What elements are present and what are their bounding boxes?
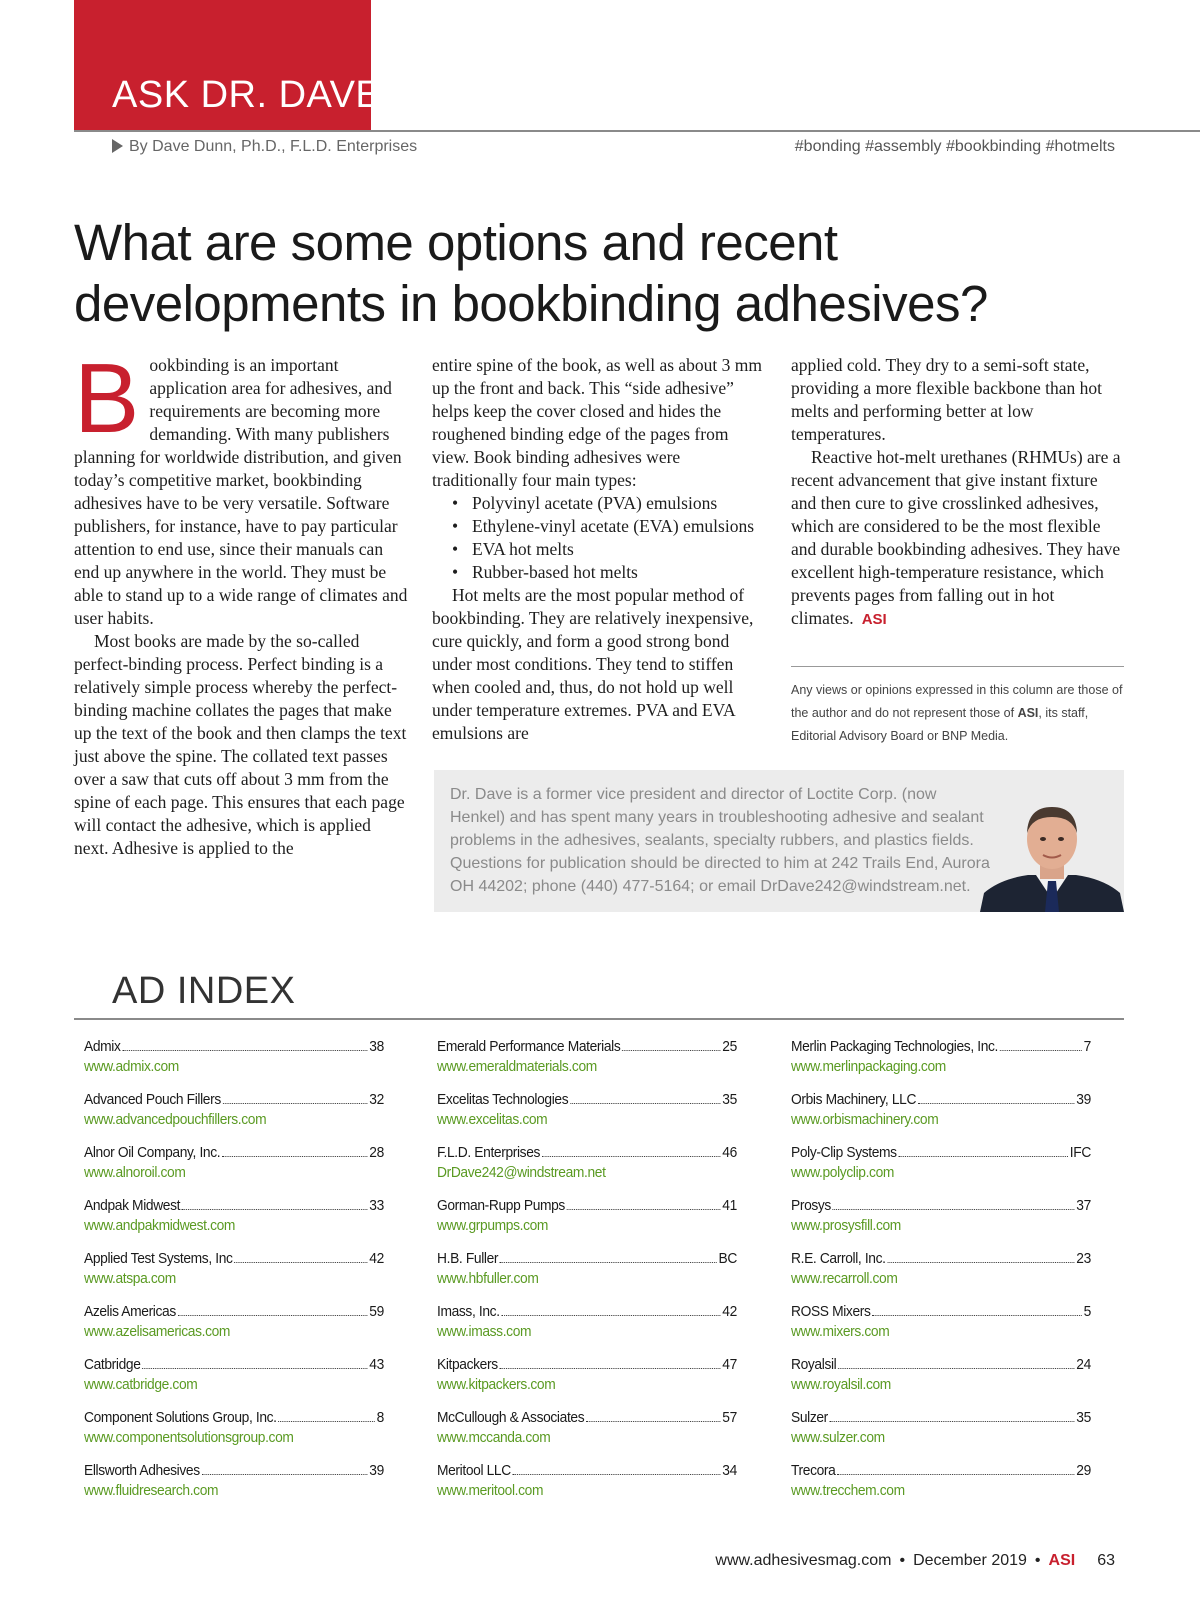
dot-leader (918, 1103, 1075, 1104)
disclaimer-text: Any views or opinions expressed in this column are those of the author and do not represent those of (791, 683, 1123, 720)
dot-leader (887, 1262, 1074, 1263)
advertiser-link[interactable]: www.imass.com (437, 1323, 532, 1340)
article-paragraph: Hot melts are the most popular method of bookbinding. They are relatively inexpensive, cure quickly, and form a good strong bond under most conditions. They tend to stiffen when cooled and, thus, do not hold up well under temperature extremes. PVA and EVA emulsions are (432, 585, 754, 743)
byline (112, 138, 417, 156)
ad-entry (791, 1091, 1091, 1144)
dot-leader (513, 1474, 721, 1475)
dot-leader (500, 1368, 721, 1369)
ad-entry (437, 1409, 737, 1462)
advertiser-page: 39 (369, 1462, 384, 1479)
advertiser-page: 35 (722, 1091, 737, 1108)
article-paragraph (74, 343, 409, 630)
advertiser-link[interactable]: www.azelisamericas.com (84, 1323, 231, 1340)
advertiser-name: Excelitas Technologies (437, 1091, 569, 1108)
dot-leader (586, 1421, 720, 1422)
advertiser-link[interactable]: www.merlinpackaging.com (791, 1058, 946, 1075)
advertiser-page: 59 (369, 1303, 384, 1320)
advertiser-page: 39 (1076, 1091, 1091, 1108)
advertiser-page: 37 (1076, 1197, 1091, 1214)
bullet-separator-icon: • (1034, 1552, 1041, 1569)
article-paragraph (791, 446, 1126, 631)
dot-leader (222, 1156, 367, 1157)
ad-entry (437, 1091, 737, 1144)
dot-leader (542, 1156, 721, 1157)
article-column-2 (432, 354, 767, 745)
end-mark: ASI (861, 611, 887, 628)
dot-leader (142, 1368, 367, 1369)
list-item: • EVA hot melts (452, 538, 767, 561)
article-column-1 (74, 343, 409, 860)
ad-entry (84, 1409, 384, 1462)
advertiser-link[interactable]: www.advancedpouchfillers.com (84, 1111, 267, 1128)
ad-entry (84, 1091, 384, 1144)
advertiser-name: Gorman-Rupp Pumps (437, 1197, 565, 1214)
advertiser-page: 41 (722, 1197, 737, 1214)
dot-leader (234, 1262, 367, 1263)
advertiser-page: 29 (1076, 1462, 1091, 1479)
advertiser-link[interactable]: www.prosysfill.com (791, 1217, 901, 1234)
advertiser-link[interactable]: www.recarroll.com (791, 1270, 898, 1287)
advertiser-link[interactable]: www.kitpackers.com (437, 1376, 556, 1393)
advertiser-page: 57 (722, 1409, 737, 1426)
ad-entry (84, 1038, 384, 1091)
ad-entry (791, 1409, 1091, 1462)
advertiser-link[interactable]: www.mixers.com (791, 1323, 890, 1340)
advertiser-name: Component Solutions Group, Inc. (84, 1409, 277, 1426)
dot-leader (872, 1315, 1081, 1316)
advertiser-link[interactable]: www.meritool.com (437, 1482, 544, 1499)
list-item: • Polyvinyl acetate (PVA) emulsions (452, 492, 767, 515)
advertiser-page: 47 (722, 1356, 737, 1373)
advertiser-link[interactable]: www.hbfuller.com (437, 1270, 539, 1287)
dot-leader (622, 1050, 720, 1051)
advertiser-name: Merlin Packaging Technologies, Inc. (791, 1038, 999, 1055)
advertiser-page: 23 (1076, 1250, 1091, 1267)
ad-index-divider (74, 1018, 1124, 1020)
dot-leader (830, 1421, 1075, 1422)
advertiser-link[interactable]: www.excelitas.com (437, 1111, 548, 1128)
dot-leader (1000, 1050, 1082, 1051)
dot-leader (833, 1209, 1075, 1210)
paragraph-text: Reactive hot-melt urethanes (RHMUs) are a recent advancement that give instant fixture and then cure to give crosslinked adhesives, which are considered to be the most flexible and durable bookbinding adhesives. They have excellent high-temperature resistance, which prevents pages from falling out in hot climates. (791, 447, 1121, 628)
advertiser-name: ROSS Mixers (791, 1303, 871, 1320)
advertiser-name: Advanced Pouch Fillers (84, 1091, 221, 1108)
advertiser-name: Andpak Midwest (84, 1197, 181, 1214)
advertiser-link[interactable]: www.atspa.com (84, 1270, 176, 1287)
advertiser-link[interactable]: www.andpakmidwest.com (84, 1217, 236, 1234)
advertiser-name: Azelis Americas (84, 1303, 176, 1320)
ad-entry (791, 1197, 1091, 1250)
advertiser-name: Sulzer (791, 1409, 828, 1426)
ad-entry (437, 1038, 737, 1091)
advertiser-page: 33 (369, 1197, 384, 1214)
advertiser-page: 38 (369, 1038, 384, 1055)
advertiser-name: Royalsil (791, 1356, 837, 1373)
ad-entry (437, 1144, 737, 1197)
advertiser-page: 35 (1076, 1409, 1091, 1426)
advertiser-name: F.L.D. Enterprises (437, 1144, 541, 1161)
disclaimer-divider (791, 666, 1124, 667)
dot-leader (202, 1474, 368, 1475)
ad-index-title: AD INDEX (112, 970, 296, 1012)
dot-leader (502, 1315, 721, 1316)
advertiser-name: H.B. Fuller (437, 1250, 499, 1267)
advertiser-name: Alnor Oil Company, Inc. (84, 1144, 221, 1161)
dot-leader (838, 1368, 1074, 1369)
dot-leader (223, 1103, 368, 1104)
ad-index-column-2 (437, 1038, 737, 1515)
advertiser-link[interactable]: www.admix.com (84, 1058, 179, 1075)
advertiser-link[interactable]: www.sulzer.com (791, 1429, 885, 1446)
advertiser-link[interactable]: www.trecchem.com (791, 1482, 905, 1499)
article-column-3 (791, 354, 1126, 631)
footer-site[interactable]: www.adhesivesmag.com (715, 1552, 892, 1569)
section-title: ASK DR. DAVE (112, 74, 382, 116)
header-divider (74, 130, 1200, 132)
advertiser-name: Admix (84, 1038, 121, 1055)
article-paragraph: entire spine of the book, as well as about 3 mm up the front and back. This “side adhesive” helps keep the cover closed and hides the roughened binding edge of the pages from view. Book binding adhesives were traditionally four main types: (432, 355, 762, 490)
hashtags: #bonding #assembly #bookbinding #hotmelts (794, 138, 1115, 155)
byline-text: By Dave Dunn, Ph.D., F.L.D. Enterprises (129, 138, 418, 155)
advertiser-link[interactable]: www.catbridge.com (84, 1376, 198, 1393)
dot-leader (178, 1315, 368, 1316)
ad-entry (437, 1250, 737, 1303)
advertiser-name: Poly-Clip Systems (791, 1144, 897, 1161)
advertiser-page: IFC (1069, 1144, 1091, 1161)
advertiser-name: Catbridge (84, 1356, 141, 1373)
advertiser-link[interactable]: DrDave242@windstream.net (437, 1164, 606, 1181)
advertiser-page: 42 (722, 1303, 737, 1320)
advertiser-page: 7 (1083, 1038, 1091, 1055)
adhesive-type-list (432, 492, 767, 584)
advertiser-page: 32 (369, 1091, 384, 1108)
advertiser-name: Prosys (791, 1197, 831, 1214)
advertiser-link[interactable]: www.polyclip.com (791, 1164, 895, 1181)
ad-index-column-3 (791, 1038, 1091, 1515)
advertiser-name: Trecora (791, 1462, 836, 1479)
ad-entry (791, 1038, 1091, 1091)
dot-leader (182, 1209, 368, 1210)
dot-leader (567, 1209, 721, 1210)
article-paragraph: applied cold. They dry to a semi-soft state, providing a more flexible backbone than hot melts and performing better at low temperatures. (791, 355, 1103, 444)
disclaimer (791, 679, 1126, 748)
advertiser-name: Imass, Inc. (437, 1303, 500, 1320)
advertiser-link[interactable]: www.fluidresearch.com (84, 1482, 219, 1499)
ad-entry (791, 1250, 1091, 1303)
ad-entry (791, 1144, 1091, 1197)
ad-entry (791, 1303, 1091, 1356)
author-photo (980, 795, 1124, 912)
ad-entry (84, 1303, 384, 1356)
list-item: • Rubber-based hot melts (452, 561, 767, 584)
ad-entry (84, 1250, 384, 1303)
list-item: • Ethylene-vinyl acetate (EVA) emulsions (452, 515, 767, 538)
ad-entry (437, 1356, 737, 1409)
advertiser-name: Kitpackers (437, 1356, 498, 1373)
advertiser-page: 43 (369, 1356, 384, 1373)
ad-entry (84, 1144, 384, 1197)
advertiser-page: 46 (722, 1144, 737, 1161)
article-paragraph: Most books are made by the so-called perfect-binding process. Perfect binding is a relatively simple process whereby the perfect-binding machine collates the pages that make up the text of the book and then clamps the text just above the spine. The collated text passes over a saw that cuts off about 3 mm from the spine of each page. This ensures that each page will contact the adhesive, which is applied next. Adhesive is applied to the (74, 631, 407, 858)
ad-index-column-1 (84, 1038, 384, 1515)
ad-entry (791, 1356, 1091, 1409)
footer-brand: ASI (1048, 1552, 1076, 1569)
drop-cap: B (74, 343, 140, 453)
advertiser-name: Applied Test Systems, Inc (84, 1250, 233, 1267)
advertiser-link[interactable]: www.componentsolutionsgroup.com (84, 1429, 294, 1446)
advertiser-name: Ellsworth Adhesives (84, 1462, 200, 1479)
ad-entry (437, 1303, 737, 1356)
advertiser-link[interactable]: www.mccanda.com (437, 1429, 551, 1446)
paragraph-text: ookbinding is an important application area for adhesives, and requirements are becoming more demanding. With many publishers planning for worldwide distribution, and given today’s competitive market, bookbinding adhesives have to be very versatile. Software publishers, for instance, have to pay particular attention to end use, since their manuals can end up anywhere in the world. They must be able to stand up to a wide range of climates and user habits. (74, 355, 408, 628)
bullet-separator-icon: • (899, 1552, 906, 1569)
advertiser-name: McCullough & Associates (437, 1409, 585, 1426)
advertiser-link[interactable]: www.grpumps.com (437, 1217, 549, 1234)
advertiser-link[interactable]: www.royalsil.com (791, 1376, 891, 1393)
disclaimer-text: , its staff, Editorial Advisory Board or BNP Media. (791, 706, 1089, 743)
advertiser-name: Orbis Machinery, LLC (791, 1091, 917, 1108)
advertiser-name: R.E. Carroll, Inc. (791, 1250, 886, 1267)
dot-leader (278, 1421, 374, 1422)
disclaimer-brand: ASI (1017, 706, 1039, 720)
advertiser-link[interactable]: www.emeraldmaterials.com (437, 1058, 597, 1075)
footer-date: December 2019 (913, 1552, 1027, 1569)
dot-leader (570, 1103, 720, 1104)
advertiser-page: 42 (369, 1250, 384, 1267)
ad-entry (84, 1356, 384, 1409)
advertiser-page: 25 (722, 1038, 737, 1055)
dot-leader (837, 1474, 1074, 1475)
dot-leader (122, 1050, 367, 1051)
article-headline: What are some options and recent developments in bookbinding adhesives? (74, 214, 988, 332)
play-arrow-icon (112, 139, 123, 153)
advertiser-page: BC (718, 1250, 737, 1267)
advertiser-page: 5 (1083, 1303, 1091, 1320)
advertiser-page: 34 (722, 1462, 737, 1479)
advertiser-page: 8 (376, 1409, 384, 1426)
page-footer (715, 1552, 1115, 1570)
page-number: 63 (1097, 1552, 1115, 1569)
dot-leader (899, 1156, 1068, 1157)
advertiser-name: Emerald Performance Materials (437, 1038, 621, 1055)
dot-leader (500, 1262, 717, 1263)
ad-entry (791, 1462, 1091, 1515)
advertiser-name: Meritool LLC (437, 1462, 511, 1479)
ad-entry (437, 1462, 737, 1515)
ad-entry (84, 1197, 384, 1250)
advertiser-link[interactable]: www.alnoroil.com (84, 1164, 186, 1181)
author-bio-text: Dr. Dave is a former vice president and director of Loctite Corp. (now Henkel) and has spent many years in troubleshooting adhesive and sealant problems in the adhesives, sealants, specialty rubbers, and plastics fields. Questions for publication should be directed to him at 242 Trails End, Aurora OH 44202; phone (440) 477-5164; or email DrDave242@windstream.net. (450, 786, 990, 895)
advertiser-page: 24 (1076, 1356, 1091, 1373)
ad-entry (437, 1197, 737, 1250)
advertiser-page: 28 (369, 1144, 384, 1161)
advertiser-link[interactable]: www.orbismachinery.com (791, 1111, 939, 1128)
ad-entry (84, 1462, 384, 1515)
